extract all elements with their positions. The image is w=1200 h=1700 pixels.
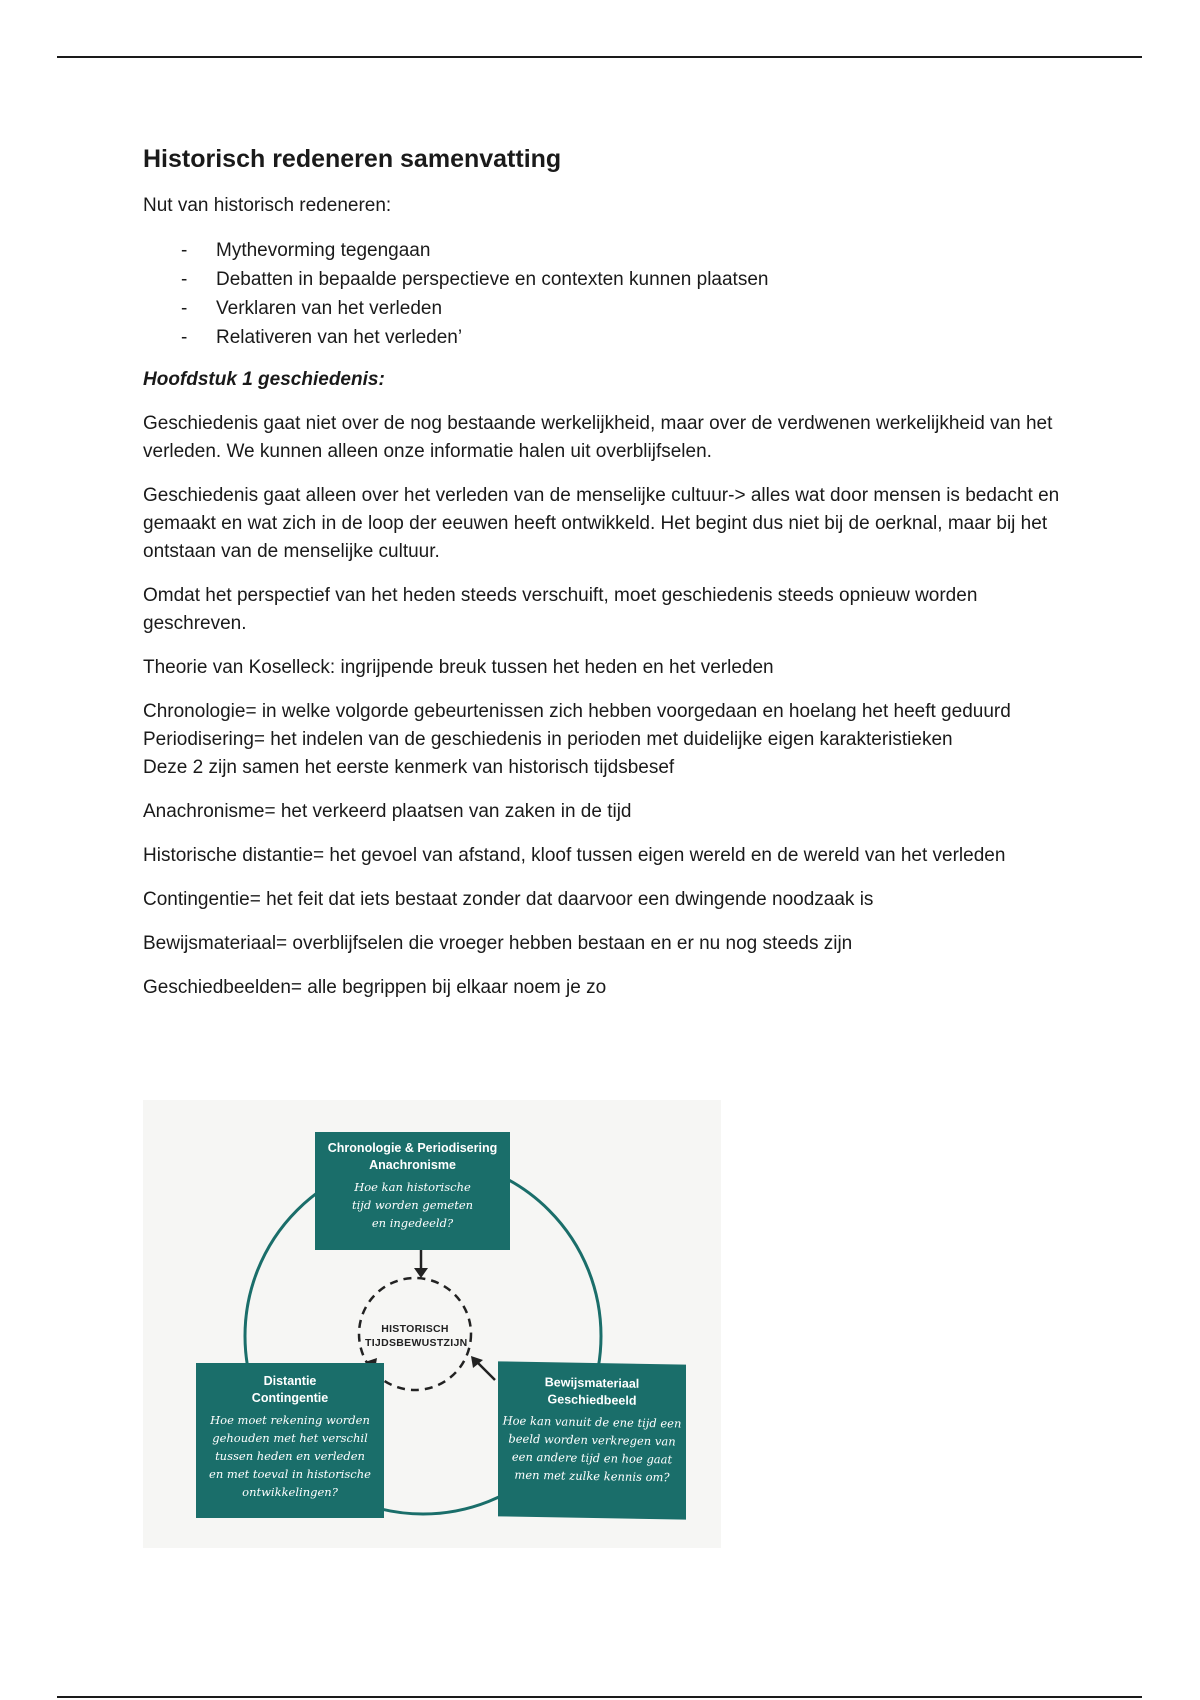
paragraph: Geschiedenis gaat alleen over het verleden van de menselijke cultuur-> alles wat door mensen is bedacht en gemaakt en wat zich in de loop der eeuwen heeft ontwikkeld. Het begint dus niet bij de oerknal, maar bij het ontstaan van de menselijke cultuur. <box>143 485 1060 562</box>
footer-rule <box>57 1696 1142 1698</box>
definition-contingentie: Contingentie= het feit dat iets bestaat zonder dat daarvoor een dwingende noodzaak is <box>143 889 874 910</box>
definition-anachronisme: Anachronisme= het verkeerd plaatsen van zaken in de tijd <box>143 801 632 822</box>
arrow-top-head <box>414 1268 428 1278</box>
bullet-dash: - <box>181 240 188 261</box>
definition-distantie: Historische distantie= het gevoel van afstand, kloof tussen eigen wereld en de wereld van het verleden <box>143 845 1006 866</box>
paragraph: Theorie van Koselleck: ingrijpende breuk tussen het heden en het verleden <box>143 657 774 678</box>
definition-periodisering: Periodisering= het indelen van de geschiedenis in perioden met duidelijke eigen karakteristieken <box>143 729 953 750</box>
definition-geschiedbeelden: Geschiedbeelden= alle begrippen bij elkaar noem je zo <box>143 977 607 998</box>
document-body <box>143 142 1063 1018</box>
paragraph: Geschiedenis gaat niet over de nog bestaande werkelijkheid, maar over de verdwenen werkelijkheid van het verleden. We kunnen alleen onze informatie halen uit overblijfselen. <box>143 413 1053 462</box>
list-item: - Verklaren van het verleden <box>181 294 1063 323</box>
box-question: Hoe kan historische tijd worden gemeten en ingedeeld? <box>351 1180 474 1230</box>
box-question: Hoe moet rekening worden gehouden met het verschil tussen heden en verleden en met toeval in historische ontwikkelingen? <box>209 1413 371 1499</box>
document-title: Historisch redeneren samenvatting <box>143 145 562 173</box>
list-item: - Mythevorming tegengaan <box>181 236 1063 265</box>
box-bewijsmateriaal: Bewijsmateriaal Geschiedbeeld Hoe kan vanuit de ene tijd een beeld worden verkregen van een andere tijd en hoe gaat men met zulke kennis om? <box>498 1361 686 1519</box>
box-chronologie: Chronologie & Periodisering Anachronisme Hoe kan historische tijd worden gemeten en ingedeeld? <box>315 1132 510 1250</box>
list-item: - Relativeren van het verleden’ <box>181 323 1063 352</box>
paragraph: Omdat het perspectief van het heden steeds verschuift, moet geschiedenis steeds opnieuw worden geschreven. <box>143 585 978 634</box>
definition-bewijsmateriaal: Bewijsmateriaal= overblijfselen die vroeger hebben bestaan en er nu nog steeds zijn <box>143 933 853 954</box>
header-rule <box>57 56 1142 58</box>
list-item: - Debatten in bepaalde perspectieve en contexten kunnen plaatsen <box>181 265 1063 294</box>
box-question: Hoe kan vanuit de ene tijd een beeld worden verkregen van een andere tijd en hoe gaat men met zulke kennis om? <box>502 1413 682 1485</box>
bullet-dash: - <box>181 269 188 290</box>
box-distantie: Distantie Contingentie Hoe moet rekening worden gehouden met het verschil tussen heden en verleden en met toeval in historische ontwikkelingen? <box>196 1363 384 1518</box>
definition-note: Deze 2 zijn samen het eerste kenmerk van historisch tijdsbesef <box>143 757 675 778</box>
bullet-dash: - <box>181 327 188 348</box>
definition-group <box>143 698 1063 782</box>
intro-text: Nut van historisch redeneren: <box>143 195 392 216</box>
chapter-heading: Hoofdstuk 1 geschiedenis: <box>143 369 385 390</box>
benefits-list <box>143 236 1063 352</box>
tijdsbewustzijn-diagram <box>143 1100 721 1548</box>
definitions <box>143 698 1063 1002</box>
definition-chronologie: Chronologie= in welke volgorde gebeurtenissen zich hebben voorgedaan en hoelang het heeft geduurd <box>143 701 1011 722</box>
arrow-right <box>477 1362 495 1380</box>
center-label: HISTORISCH TIJDSBEWUSTZIJN <box>365 1323 468 1349</box>
bullet-dash: - <box>181 298 188 319</box>
